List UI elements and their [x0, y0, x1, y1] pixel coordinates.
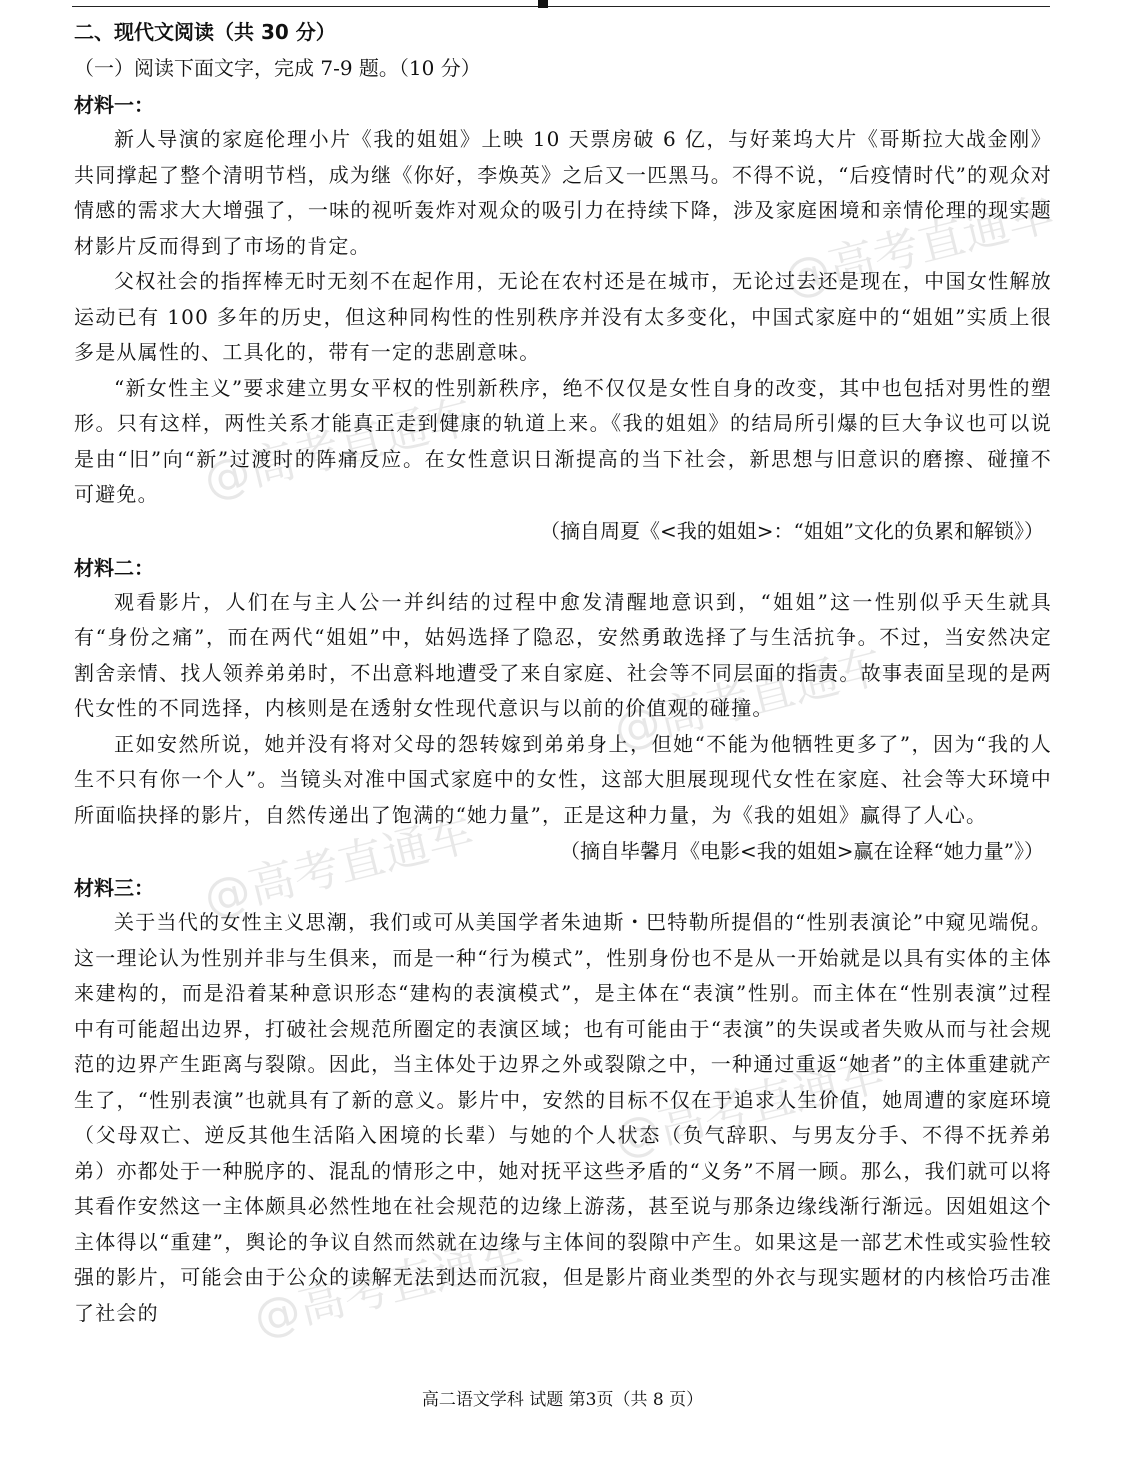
material-2-title: 材料二： [74, 555, 154, 580]
material-2-paragraph-2: 正如安然所说，她并没有将对父母的怨转嫁到弟弟身上，但她“不能为他牺牲更多了”，因为“我的人生不只有你一个人”。当镜头对准中国式家庭中的女性，这部大胆展现现代女性在家庭、社会等大环境中所面临抉择的影片，自然传递出了饱满的“她力量”，正是这种力量，为《我的姐姐》赢得了人心。 [74, 731, 1052, 827]
section-title: 二、现代文阅读（共 30 分） [74, 20, 336, 44]
binding-mark [538, 0, 548, 8]
material-2-source: （摘自毕馨月《电影<我的姐姐>赢在诠释“她力量”》） [560, 839, 1044, 863]
watermark-3: @高考直通车 [608, 638, 890, 758]
watermark-4: @高考直通车 [198, 806, 480, 926]
material-1-paragraph-1: 新人导演的家庭伦理小片《我的姐姐》上映 10 天票房破 6 亿，与好莱坞大片《哥斯拉大战金刚》共同撑起了整个清明节档，成为继《你好，李焕英》之后又一匹黑马。不得不说，“后疫情时代”的观众对情感的需求大大增强了，一味的视听轰炸对观众的吸引力在持续下降，涉及家庭困境和亲情伦理的现实题材影片反而得到了市场的肯定。 [74, 127, 1052, 258]
page-footer: 高二语文学科 试题 第3页（共 8 页） [421, 1390, 704, 1410]
watermark-5: @高考直通车 [608, 1046, 890, 1166]
material-2-paragraph-1: 观看影片，人们在与主人公一并纠结的过程中愈发清醒地意识到，“姐姐”这一性别似乎天生就具有“身份之痛”，而在两代“姐姐”中，姑妈选择了隐忍，安然勇敢选择了与生活抗争。不过，当安然决定割舍亲情、找人领养弟弟时，不出意料地遭受了来自家庭、社会等不同层面的指责。故事表面呈现的是两代女性的不同选择，内核则是在透射女性现代意识与以前的价值观的碰撞。 [74, 589, 1052, 720]
top-rule [72, 6, 1050, 7]
material-3-paragraph-1: 关于当代的女性主义思潮，我们或可从美国学者朱迪斯・巴特勒所提倡的“性别表演论”中窥见端倪。这一理论认为性别并非与生俱来，而是一种“行为模式”，性别身份也不是从一开始就是以具有实体的主体来建构的，而是沿着某种意识形态“建构的表演模式”，是主体在“表演”性别。而主体在“性别表演”过程中有可能超出边界，打破社会规范所圈定的表演区域；也有可能由于“表演”的失误或者失败从而与社会规范的边界产生距离与裂隙。因此，当主体处于边界之外或裂隙之中，一种通过重返“她者”的主体重建就产生了，“性别表演”也就具有了新的意义。影片中，安然的目标不仅在于追求人生价值，她周遭的家庭环境（父母双亡、逆反其他生活陷入困境的长辈）与她的个人状态（负气辞职、与男友分手、不得不抚养弟弟）亦都处于一种脱序的、混乱的情形之中，她对抚平这些矛盾的“义务”不屑一顾。那么，我们就可以将其看作安然这一主体颇具必然性地在社会规范的边缘上游荡，甚至说与那条边缘线渐行渐远。因姐姐这个主体得以“重建”，舆论的争议自然而然就在边缘与主体间的裂隙中产生。如果这是一部艺术性或实验性较强的影片，可能会由于公众的读解无法到达而沉寂，但是影片商业类型的外衣与现实题材的内核恰巧击准了社会的 [74, 910, 1052, 1325]
material-3-title: 材料三： [74, 876, 154, 900]
material-1-paragraph-3: “新女性主义”要求建立男女平权的性别新秩序，绝不仅仅是女性自身的改变，其中也包括对男性的塑形。只有这样，两性关系才能真正走到健康的轨道上来。《我的姐姐》的结局所引爆的巨大争议也可以说是由“旧”向“新”过渡时的阵痛反应。在女性意识日渐提高的当下社会，新思想与旧意识的磨擦、碰撞不可避免。 [74, 375, 1052, 506]
material-1-title: 材料一： [74, 93, 154, 117]
material-1-source: （摘自周夏《<我的姐姐>：“姐姐”文化的负累和解锁》） [540, 518, 1044, 543]
watermark-2: @高考直通车 [198, 388, 480, 508]
material-1-paragraph-2: 父权社会的指挥棒无时无刻不在起作用，无论在农村还是在城市，无论过去还是现在，中国女性解放运动已有 100 多年的历史，但这种同构性的性别秩序并没有太多变化，中国式家庭中的“姐姐”实质上很多是从属性的、工具化的，带有一定的悲剧意味。 [74, 269, 1052, 364]
exam-page [74, 14, 1052, 1331]
watermark-1: @高考直通车 [778, 186, 1060, 306]
watermark-6: @高考直通车 [248, 1226, 530, 1346]
section-instructions: （一）阅读下面文字，完成 7-9 题。（10 分） [74, 56, 481, 80]
